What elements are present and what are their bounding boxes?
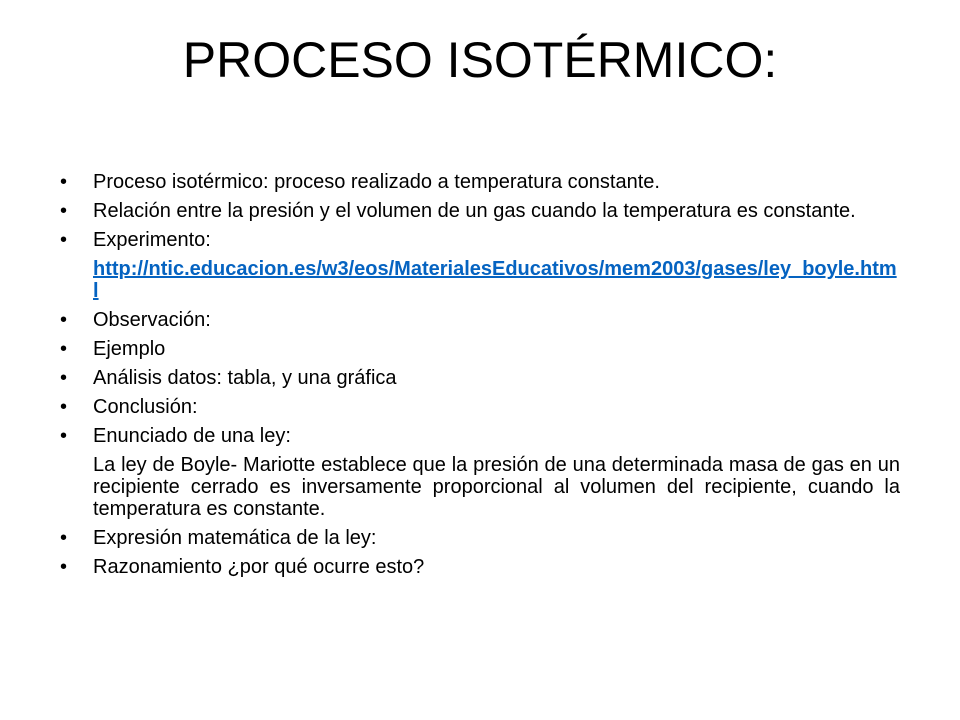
list-item-text: Análisis datos: tabla, y una gráfica [93,367,397,389]
list-item-text: Relación entre la presión y el volumen de un gas cuando la temperatura es constante. [93,200,856,222]
slide-title: PROCESO ISOTÉRMICO: [182,32,778,88]
list-item [58,338,900,360]
bullet-icon: • [60,309,68,331]
list-item [58,425,900,447]
experiment-link[interactable]: http://ntic.educacion.es/w3/eos/MaterialesEducativos/mem2003/gases/ley_boyle.html [93,258,897,302]
list-item [58,171,900,193]
bullet-icon: • [60,171,68,193]
list-item-text: Observación: [93,309,211,331]
list-item [58,454,900,520]
list-item-text: Proceso isotérmico: proceso realizado a temperatura constante. [93,171,660,193]
bullet-icon: • [60,367,68,389]
list-item [58,200,900,222]
list-item-text: Experimento: [93,229,211,251]
bullet-icon: • [60,338,68,360]
list-item [58,556,900,578]
list-item [58,527,900,549]
list-item-text: Conclusión: [93,396,198,418]
list-item [58,229,900,251]
list-item-text: Ejemplo [93,338,166,360]
bullet-icon: • [60,556,68,578]
bullet-icon: • [60,425,68,447]
bullet-icon: • [60,200,68,222]
bullet-icon: • [60,396,68,418]
law-statement: La ley de Boyle- Mariotte establece que la presión de una determinada masa de gas en un recipiente cerrado es inversamente proporcional al volumen del recipiente, cuando la temperatura es constante. [93,454,900,520]
bullet-icon: • [60,527,68,549]
list-item-text: Razonamiento ¿por qué ocurre esto? [93,556,425,578]
list-item-text: Expresión matemática de la ley: [93,527,377,549]
bullet-list [58,171,900,585]
list-item-text: Enunciado de una ley: [93,425,291,447]
list-item [58,258,900,302]
bullet-icon: • [60,229,68,251]
list-item [58,309,900,331]
list-item [58,396,900,418]
list-item [58,367,900,389]
